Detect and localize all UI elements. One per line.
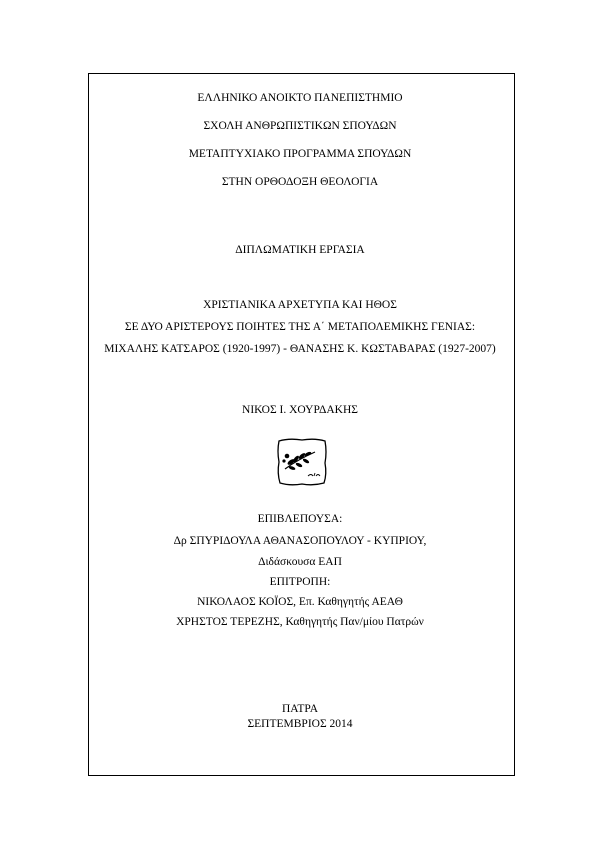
supervisor-position: Διδάσκουσα ΕΑΠ <box>258 556 342 568</box>
olive-branch-logo-icon <box>275 436 329 488</box>
committee-member-1: ΝΙΚΟΛΑΟΣ ΚΟΪΟΣ, Επ. Καθηγητής ΑΕΑΘ <box>197 596 403 608</box>
date: ΣΕΠΤΕΜΒΡΙΟΣ 2014 <box>247 718 353 730</box>
author-name: ΝΙΚΟΣ Ι. ΧΟΥΡΔΑΚΗΣ <box>242 404 358 416</box>
thesis-title-line-1: ΧΡΙΣΤΙΑΝΙΚΑ ΑΡΧΕΤΥΠΑ ΚΑΙ ΗΘΟΣ <box>203 299 397 311</box>
thesis-title-line-2: ΣΕ ΔΥΟ ΑΡΙΣΤΕΡΟΥΣ ΠΟΙΗΤΕΣ ΤΗΣ Α΄ ΜΕΤΑΠΟΛΕΜΙΚΗΣ ΓΕΝΙΑΣ: <box>124 321 476 333</box>
document-type: ΔΙΠΛΩΜΑΤΙΚΗ ΕΡΓΑΣΙΑ <box>235 244 365 256</box>
field-name: ΣΤΗΝ ΟΡΘΟΔΟΞΗ ΘΕΟΛΟΓΙΑ <box>221 176 379 188</box>
committee-label: ΕΠΙΤΡΟΠΗ: <box>269 576 331 588</box>
supervisor-name: Δρ ΣΠΥΡΙΔΟΥΛΑ ΑΘΑΝΑΣΟΠΟΥΛΟΥ - ΚΥΠΡΙΟΥ, <box>173 535 427 547</box>
program-name: ΜΕΤΑΠΤΥΧΙΑΚΟ ΠΡΟΓΡΑΜΜΑ ΣΠΟΥΔΩΝ <box>188 148 412 160</box>
thesis-title-line-3: ΜΙΧΑΛΗΣ ΚΑΤΣΑΡΟΣ (1920-1997) - ΘΑΝΑΣΗΣ Κ. ΚΩΣΤΑΒΑΡΑΣ (1927-2007) <box>104 343 496 355</box>
supervisor-label: ΕΠΙΒΛΕΠΟΥΣΑ: <box>257 513 343 525</box>
place: ΠΑΤΡΑ <box>281 703 319 715</box>
committee-member-2: ΧΡΗΣΤΟΣ ΤΕΡΕΖΗΣ, Καθηγητής Παν/μίου Πατρών <box>176 616 424 628</box>
school-name: ΣΧΟΛΗ ΑΝΘΡΩΠΙΣΤΙΚΩΝ ΣΠΟΥΔΩΝ <box>203 120 397 132</box>
university-name: ΕΛΛΗΝΙΚΟ ΑΝΟΙΚΤΟ ΠΑΝΕΠΙΣΤΗΜΙΟ <box>197 92 403 104</box>
